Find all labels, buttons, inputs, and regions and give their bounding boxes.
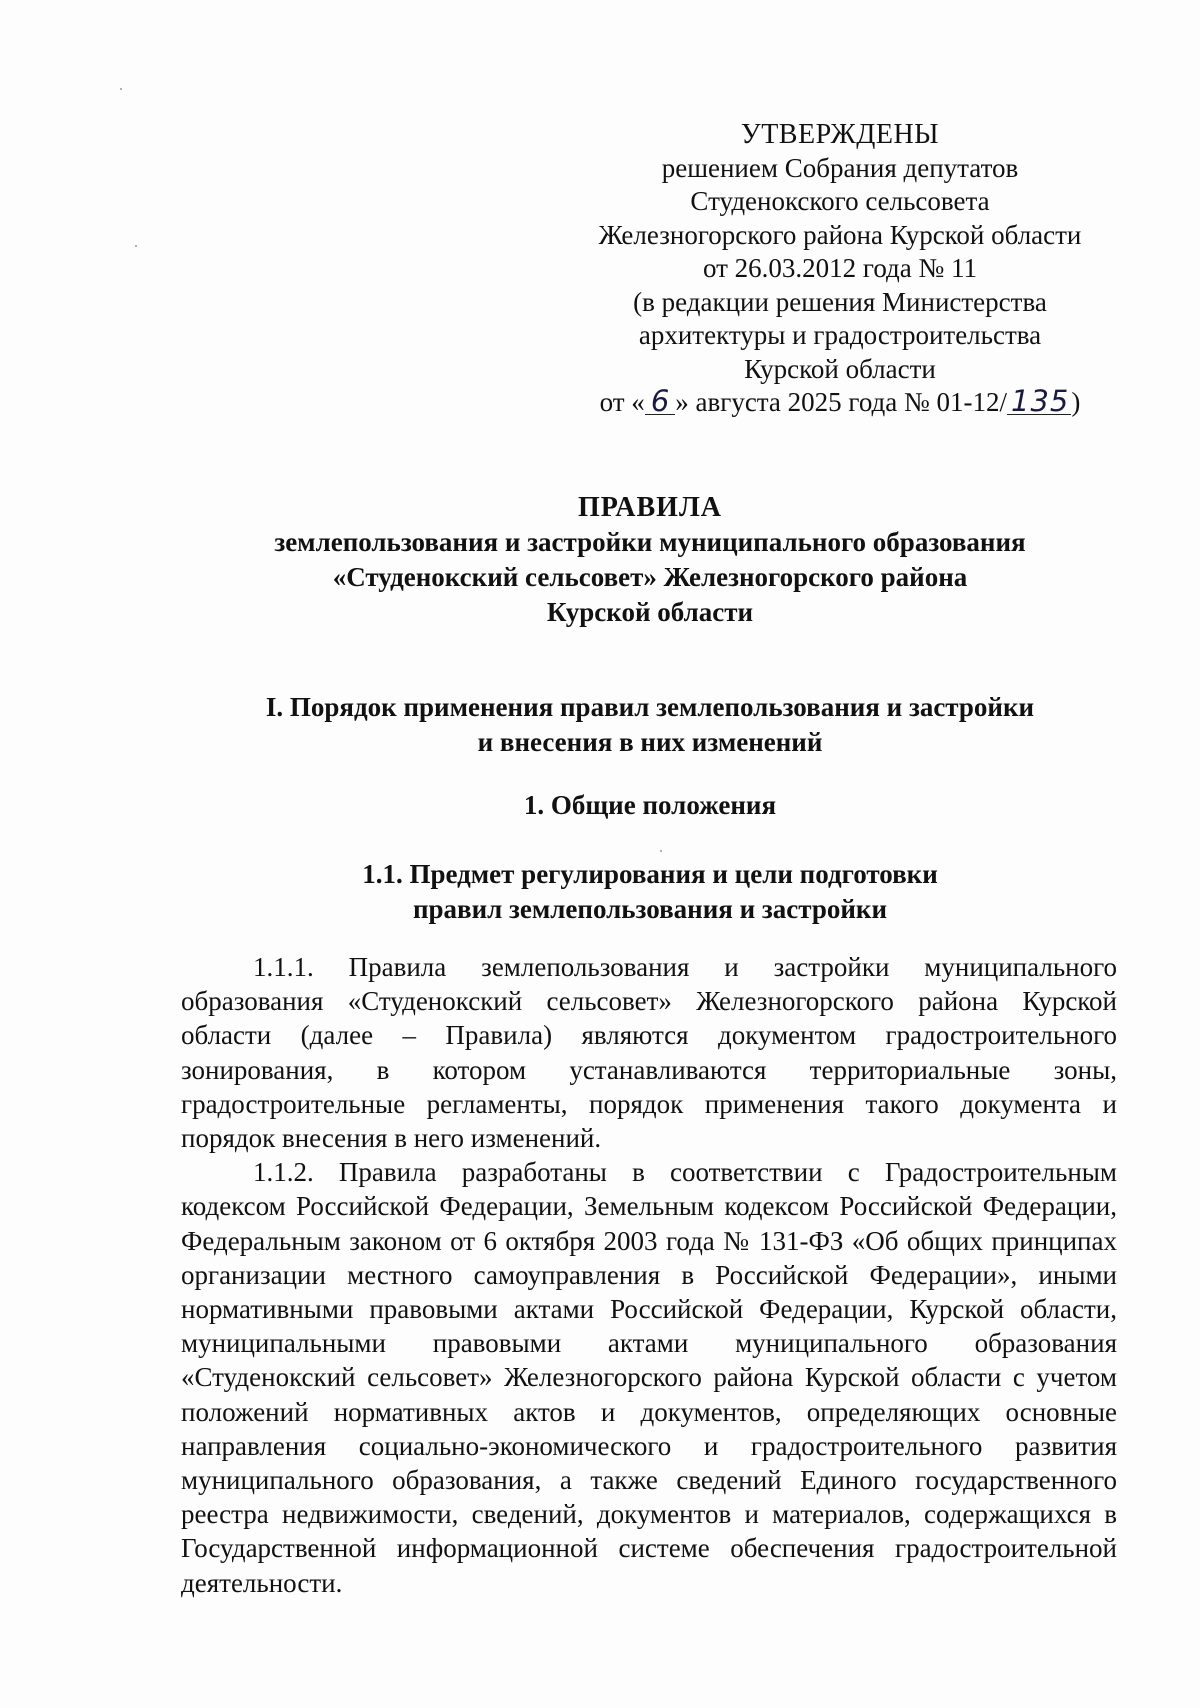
paragraph: 1.1.2. Правила разработаны в соответствии с Градостроительным кодексом Российской Федерации, Земельным кодексом Российской Федерации, Федеральным законом от 6 октября 2003 года № 131-ФЗ «Об общих принципах организации местного самоуправления в Российской Федерации», иными нормативными правовыми актами Российской Федерации, Курской области, муниципальными правовыми актами муниципального образования «Студенокский сельсовет» Железногорского района Курской области с учетом положений нормативных актов и документов, определяющих основные направления социально-экономического и градостроительного развития муниципального образования, а также сведений Единого государственного реестра недвижимости, сведений, документов и материалов, содержащихся в Государственной информационной системе обеспечения градостроительной деятельности. — [181, 1157, 1117, 1598]
date-middle: » августа 2025 года № 01-12/ — [675, 387, 1008, 417]
document-title — [120, 490, 1180, 630]
approval-line: от 26.03.2012 года № 11 — [702, 253, 978, 283]
approval-line: Курской области — [744, 353, 936, 384]
subchapter-heading — [120, 857, 1180, 927]
date-suffix: ) — [1071, 387, 1081, 417]
scan-speck — [120, 88, 122, 90]
title-line: Курской области — [546, 597, 754, 627]
approval-line: решением Собрания депутатов — [661, 152, 1019, 183]
title-line: землепользования и застройки муниципального образования — [274, 527, 1026, 557]
title-line: «Студенокский сельсовет» Железногорского района — [332, 562, 968, 592]
scan-speck — [135, 245, 137, 247]
title-main: ПРАВИЛА — [577, 492, 723, 523]
chapter-heading: 1. Общие положения — [523, 790, 777, 820]
approval-date-line — [560, 386, 1120, 420]
approval-line: Железногорского района Курской области — [598, 219, 1082, 250]
document-body — [181, 950, 1117, 1600]
approval-heading: УТВЕРЖДЕНЫ — [740, 119, 940, 150]
paragraph: 1.1.1. Правила землепользования и застройки муниципального образования «Студенокский сельсовет» Железногорского района Курской области (далее – Правила) являются документом градостроительного зонирования, в котором устанавливаются территориальные зоны, градостроительные регламенты, порядок применения такого документа и порядок внесения в него изменений. — [181, 952, 1117, 1154]
section-heading-line: I. Порядок применения правил землепользования и застройки — [265, 692, 1035, 722]
handwritten-day: 6 — [645, 388, 675, 415]
subchapter-heading-line: правил землепользования и застройки — [412, 894, 888, 924]
section-heading — [120, 690, 1180, 760]
section-heading-line: и внесения в них изменений — [477, 727, 823, 757]
approval-line: архитектуры и градостроительства — [638, 320, 1042, 350]
approval-block — [560, 118, 1120, 420]
scan-speck — [660, 850, 662, 852]
date-prefix: от « — [599, 387, 645, 417]
handwritten-number: 135 — [1007, 388, 1071, 415]
subchapter-heading-line: 1.1. Предмет регулирования и цели подготовки — [362, 859, 938, 889]
approval-line: (в редакции решения Министерства — [633, 286, 1047, 317]
approval-line: Студенокского сельсовета — [690, 186, 990, 216]
